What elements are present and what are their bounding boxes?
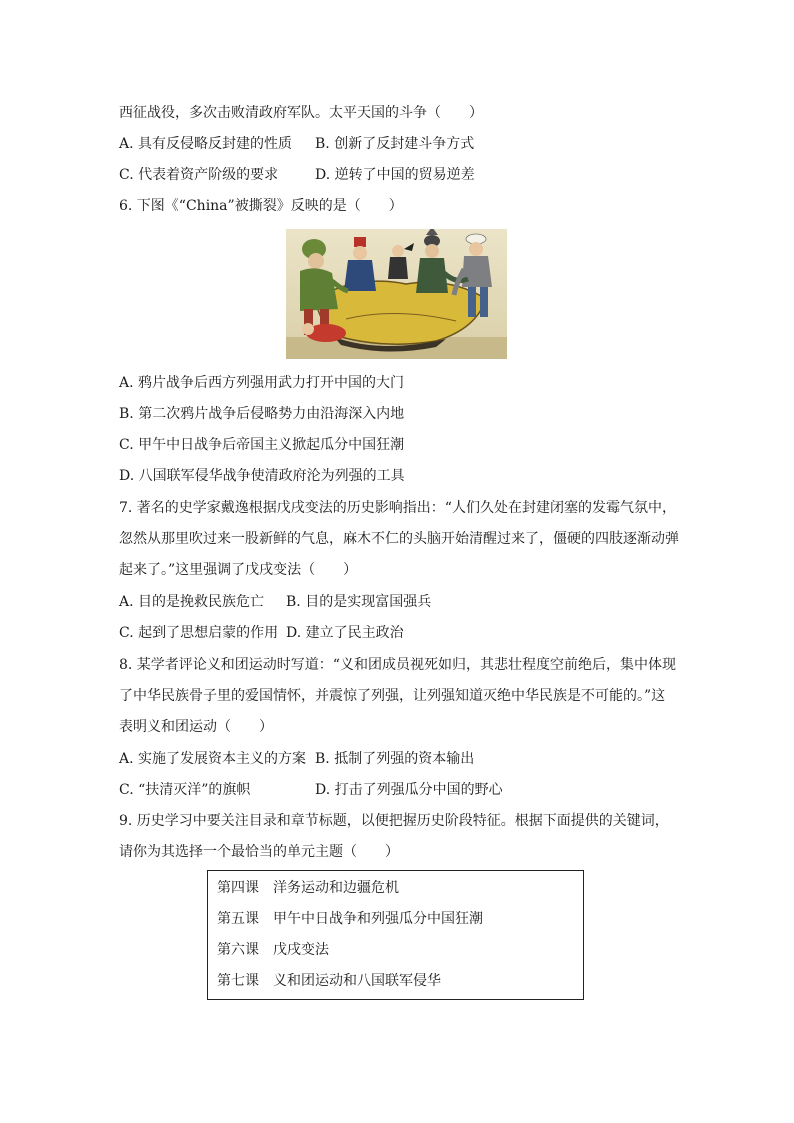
q8-option-a: A. 实施了发展资本主义的方案 <box>119 751 307 767</box>
q8-stem-line-3: 表明义和团运动（ ） <box>119 719 273 735</box>
q6-option-d: D. 八国联军侵华战争使清政府沦为列强的工具 <box>119 468 405 484</box>
q7-options-row-2 <box>119 624 404 642</box>
q8-option-b: B. 抵制了列强的资本输出 <box>315 751 475 767</box>
q6-option-b: B. 第二次鸦片战争后侵略势力由沿海深入内地 <box>119 406 405 422</box>
q7-option-c: C. 起到了思想启蒙的作用 <box>119 625 279 641</box>
q5-option-d: D. 逆转了中国的贸易逆差 <box>315 167 475 183</box>
q6-stem: 6. 下图《“China”被撕裂》反映的是（ ） <box>119 198 403 214</box>
q8-option-c: C. “扶清灭洋”的旗帜 <box>119 782 251 798</box>
q8-stem-line-2: 了中华民族骨子里的爱国情怀，并震惊了列强，让列强知道灭绝中华民族是不可能的。”这 <box>119 688 666 704</box>
q8-options-row-1 <box>119 750 475 768</box>
lesson-item: 第七课 义和团运动和八国联军侵华 <box>217 973 441 989</box>
q5-option-c: C. 代表着资产阶级的要求 <box>119 167 279 183</box>
lesson-item: 第四课 洋务运动和边疆危机 <box>217 880 399 896</box>
q6-option-a: A. 鸦片战争后西方列强用武力打开中国的大门 <box>119 375 405 391</box>
q5-options-row-1 <box>119 135 475 153</box>
lesson-list-box <box>207 870 584 1000</box>
q5-options-row-2 <box>119 166 475 184</box>
q7-options-row-1 <box>119 593 432 611</box>
china-torn-cartoon <box>286 229 507 359</box>
q7-option-b: B. 目的是实现富国强兵 <box>286 594 432 610</box>
q8-options-row-2 <box>119 781 503 799</box>
q9-stem-line-1: 9. 历史学习中要关注目录和章节标题，以便把握历史阶段特征。根据下面提供的关键词， <box>119 813 669 829</box>
q7-stem-line-3: 起来了。”这里强调了戊戌变法（ ） <box>119 562 358 578</box>
q5-option-a: A. 具有反侵略反封建的性质 <box>119 136 293 152</box>
q7-option-d: D. 建立了民主政治 <box>286 625 404 641</box>
q7-stem-line-2: 忽然从那里吹过来一股新鲜的气息，麻木不仁的头脑开始清醒过来了，僵硬的四肢逐渐动弹 <box>119 531 679 547</box>
q5-stem-tail: 西征战役，多次击败清政府军队。太平天国的斗争（ ） <box>119 105 483 121</box>
q8-stem-line-1: 8. 某学者评论义和团运动时写道：“义和团成员视死如归，其悲壮程度空前绝后，集中体现 <box>119 657 676 673</box>
q8-option-d: D. 打击了列强瓜分中国的野心 <box>315 782 503 798</box>
q7-option-a: A. 目的是挽救民族危亡 <box>119 594 265 610</box>
lesson-item: 第六课 戊戌变法 <box>217 942 329 958</box>
q7-stem-line-1: 7. 著名的史学家戴逸根据戊戌变法的历史影响指出：“人们久处在封建闭塞的发霉气氛中， <box>119 500 676 516</box>
q9-stem-line-2: 请你为其选择一个最恰当的单元主题（ ） <box>119 844 399 860</box>
lesson-item: 第五课 甲午中日战争和列强瓜分中国狂潮 <box>217 911 483 927</box>
q5-option-b: B. 创新了反封建斗争方式 <box>315 136 475 152</box>
q6-option-c: C. 甲午中日战争后帝国主义掀起瓜分中国狂潮 <box>119 437 405 453</box>
